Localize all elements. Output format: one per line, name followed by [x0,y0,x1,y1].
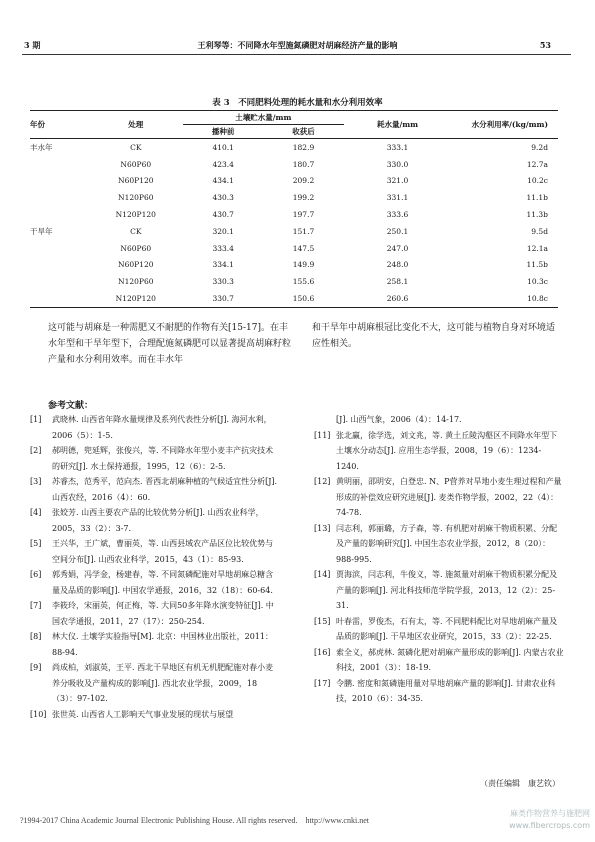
cell-year [30,240,89,257]
reference-item [314,521,564,568]
cell-post: 147.5 [292,243,315,253]
cell-wc: 333.1 [386,142,409,152]
cell-year [30,206,89,223]
reference-item [314,412,564,428]
reference-text: 张世英. 山西省人工影响天气事业发展的现状与展望 [52,709,234,719]
reference-text: [J]. 山西气象，2006（4）：14-17. [336,415,462,424]
cell-post: 197.7 [292,210,315,220]
cell-pre: 430.3 [212,193,234,203]
cell-post: 180.7 [292,159,315,169]
reference-text: 张姣芳. 山西主要农产品的比较优势分析[J]. 山西农业科学，2005，33（2）：3-7. [52,508,264,533]
cell-wc: 258.1 [386,277,409,287]
references-right-column [314,412,564,707]
cell-pre: 434.1 [212,176,234,186]
reference-text: 尚成柏，刘淑英，王平. 西北干旱地区有机无机肥配施对春小麦养分吸收及产量构成的影响[J]. 西北农业学报，2009，18（3）：97-102. [52,663,274,703]
reference-number: [3] [30,477,42,486]
cell-wc: 247.0 [386,243,409,253]
table-row [30,223,558,240]
cell-post: 182.9 [292,142,315,152]
cell-post: 151.7 [292,226,315,236]
table-row [30,273,558,290]
reference-number: [10] [30,709,47,719]
reference-number: [12] [314,477,331,486]
cell-pre: 334.1 [212,260,234,270]
cell-year [30,173,89,190]
cell-treatment: N120P60 [118,193,154,203]
site-watermark: 麻类作物营养与施肥网 www.fibercrops.com [509,809,590,830]
cell-year: 干旱年 [30,226,53,236]
table-row [30,156,558,173]
table-row [30,189,558,206]
reference-item [314,645,564,676]
reference-number: [15] [314,616,331,626]
cell-post: 209.2 [292,176,315,186]
cell-post: 150.6 [292,294,315,304]
reference-number [314,412,336,428]
cell-wc: 250.1 [386,226,409,236]
cell-post: 149.9 [292,260,315,270]
cell-treatment: N120P120 [115,210,156,220]
reference-text: 郭秀娟，冯学金，杨建春，等. 不同氮磷配施对旱地胡麻总糖含量及品质的影响[J]. 中国农学通报，2016，32（18）：60-64. [52,570,274,595]
references-left-column [30,412,280,722]
reference-number: [17] [314,678,331,688]
cell-pre: 430.7 [212,210,234,220]
cell-wue: 9.5d [531,226,548,236]
cell-wc: 333.6 [386,210,409,220]
table-row [30,290,558,307]
cell-year [30,290,89,307]
reference-number: [4] [30,508,42,517]
references-heading: 参考文献： [48,401,94,411]
cell-year: 丰水年 [30,142,53,152]
col-header-post-harvest: 收获后 [292,127,315,136]
running-title: 王利琴等：不同降水年型施氮磷肥对胡麻经济产量的影响 [197,40,398,50]
cell-wue: 12.1a [526,243,548,253]
reference-item [314,474,564,521]
cell-treatment: N60P120 [118,176,154,186]
reference-number: [16] [314,647,331,657]
cell-post: 155.6 [292,277,315,287]
reference-text: 贾海滨，闫志利，牛俊义，等. 施氮量对胡麻干物质积累分配及产量的影响[J]. 河北科技师范学院学报，2013，12（2）：25-31. [336,570,558,610]
reference-text: 闫志利，郭丽璐，方子森，等. 有机肥对胡麻干物质积累、分配及产量的影响研究[J]. 中国生态农业学报，2012，8（20）：988-995. [336,523,558,564]
cell-treatment: CK [130,142,142,152]
reference-number: [11] [314,430,331,440]
cell-wue: 10.8c [527,294,548,304]
reference-text: 苏睿杰，范秀平，范向杰. 晋西北胡麻种植的气候适宜性分析[J]. 山西农经，2016（4）：60. [52,477,278,502]
cell-year [30,189,89,206]
table-title: 表 3 不同肥料处理的耗水量和水分利用效率 [212,98,383,108]
cell-pre: 330.3 [212,277,234,287]
cell-wc: 260.6 [386,294,409,304]
cell-pre: 330.7 [212,294,234,304]
cell-treatment: N60P60 [120,243,152,253]
reference-item [30,629,280,660]
reference-text: 林大仪. 土壤学实验指导[M]. 北京：中国林业出版社，2011：88-94. [52,632,273,657]
cell-wc: 321.0 [386,176,409,186]
page-number: 53 [539,40,551,50]
table-row [30,206,558,223]
table-row [30,139,558,156]
header-rule [22,54,571,55]
body-paragraph-left: 这可能与胡麻是一种需肥又不耐肥的作物有关[15-17]。在丰水年型和干旱年型下，合理配施氮磷肥可以显著提高胡麻籽粒产量和水分利用效率。而在丰水年 [48,323,292,365]
cell-wc: 330.0 [386,159,409,169]
reference-number: [6] [30,570,42,579]
reference-number: [9] [30,663,42,672]
cell-wue: 11.1b [526,193,548,203]
reference-number: [1] [30,415,42,424]
cell-year [30,156,89,173]
reference-text: 郝明德，兜延辉，张俊兴，等. 不同降水年型小麦丰产抗灾技术的研究[J]. 水土保持通报，1995，12（6）：2-5. [52,446,274,471]
col-header-year: 年份 [30,120,45,129]
cell-wue: 12.7a [526,159,548,169]
reference-text: 索全义，郝虎林. 氮磷化肥对胡麻产量形成的影响[J]. 内蒙古农业科技，2001（3）：18-19. [336,647,564,672]
reference-number: [2] [30,446,42,455]
reference-text: 王兴华，王广斌，曹丽英，等. 山西县域农产品区位比较优势与空间分布[J]. 山西农业科学，2015，43（1）：85-93. [52,539,274,564]
cell-treatment: N120P120 [115,294,156,304]
col-header-treatment: 处理 [128,120,144,129]
reference-item [30,412,280,443]
body-paragraph-right: 和干旱年中胡麻根冠比变化不大，这可能与植物自身对环境适应性相关。 [312,323,556,349]
reference-item [30,707,280,723]
cell-pre: 320.1 [212,226,234,236]
reference-item [30,567,280,598]
cell-wue: 9.2d [531,142,548,152]
reference-number: [8] [30,632,42,641]
reference-text: 张北赢，徐学选，刘文兆，等. 黄土丘陵沟壑区不同降水年型下土壤水分动态[J]. 应用生态学报，2008，19（6）：1234-1240. [336,430,558,471]
cell-treatment: N120P60 [118,277,154,287]
col-header-water-consumption: 耗水量/mm [376,120,419,129]
reference-item [314,428,564,475]
reference-item [30,536,280,567]
cell-wue: 11.5b [526,260,548,270]
cell-wue: 11.3b [526,210,548,220]
reference-item [314,676,564,707]
reference-item [314,614,564,645]
cell-post: 199.2 [292,193,315,203]
col-header-soil-storage: 土壤贮水量/mm [183,111,344,125]
reference-number: [14] [314,570,331,579]
copyright-footer: ?1994-2017 China Academic Journal Electronic Publishing House. All rights reserved. http://www.cnki.net [20,816,369,825]
table-row [30,173,558,190]
reference-number: [13] [314,523,331,533]
reference-text: 令鹏. 密度和氮磷施用量对旱地胡麻产量的影响[J]. 甘肃农业科技，2010（6）：34-35. [336,678,556,703]
reference-item [30,443,280,474]
reference-item [30,474,280,505]
data-table [30,110,558,308]
reference-item [30,660,280,707]
cell-pre: 423.4 [212,159,234,169]
reference-item [30,505,280,536]
cell-wc: 331.1 [386,193,409,203]
table-row [30,257,558,274]
reference-item [30,598,280,629]
table-row [30,240,558,257]
reference-text: 武晓林. 山西省年降水量规律及系列代表性分析[J]. 海河水利，2006（5）：1-5. [52,415,272,440]
reference-text: 黄明丽，邵明安，白登忠. N、P营养对旱地小麦生理过程和产量形成的补偿效应研究进展[J]. 麦类作物学报，2002，22（4）：74-78. [336,477,562,517]
cell-treatment: N60P120 [118,260,154,270]
cell-pre: 410.1 [212,142,234,152]
col-header-wue: 水分利用率/(kg/mm) [471,120,548,129]
reference-text: 叶春雷，罗俊杰，石有太，等. 不同肥料配比对旱地胡麻产量及品质的影响[J]. 干旱地区农业研究，2015，33（2）：22-25. [336,616,558,641]
reference-number: [5] [30,539,42,548]
responsible-editor: （责任编辑 康艺钦） [480,779,560,788]
cell-pre: 333.4 [212,243,234,253]
cell-treatment: CK [130,226,142,236]
reference-text: 李筱玲，宋丽英，何正梅，等. 大同50多年降水演变特征[J]. 中国农学通报，2011，27（17）：250-254. [52,601,274,626]
reference-item [314,567,564,614]
reference-number: [7] [30,601,42,610]
cell-treatment: N60P60 [120,159,152,169]
cell-wue: 10.2c [527,176,548,186]
cell-year [30,273,89,290]
cell-wc: 248.0 [386,260,409,270]
col-header-pre-sowing: 播种前 [211,127,235,136]
cell-wue: 10.3c [527,277,548,287]
cell-year [30,257,89,274]
issue-label: 3 期 [24,40,41,50]
